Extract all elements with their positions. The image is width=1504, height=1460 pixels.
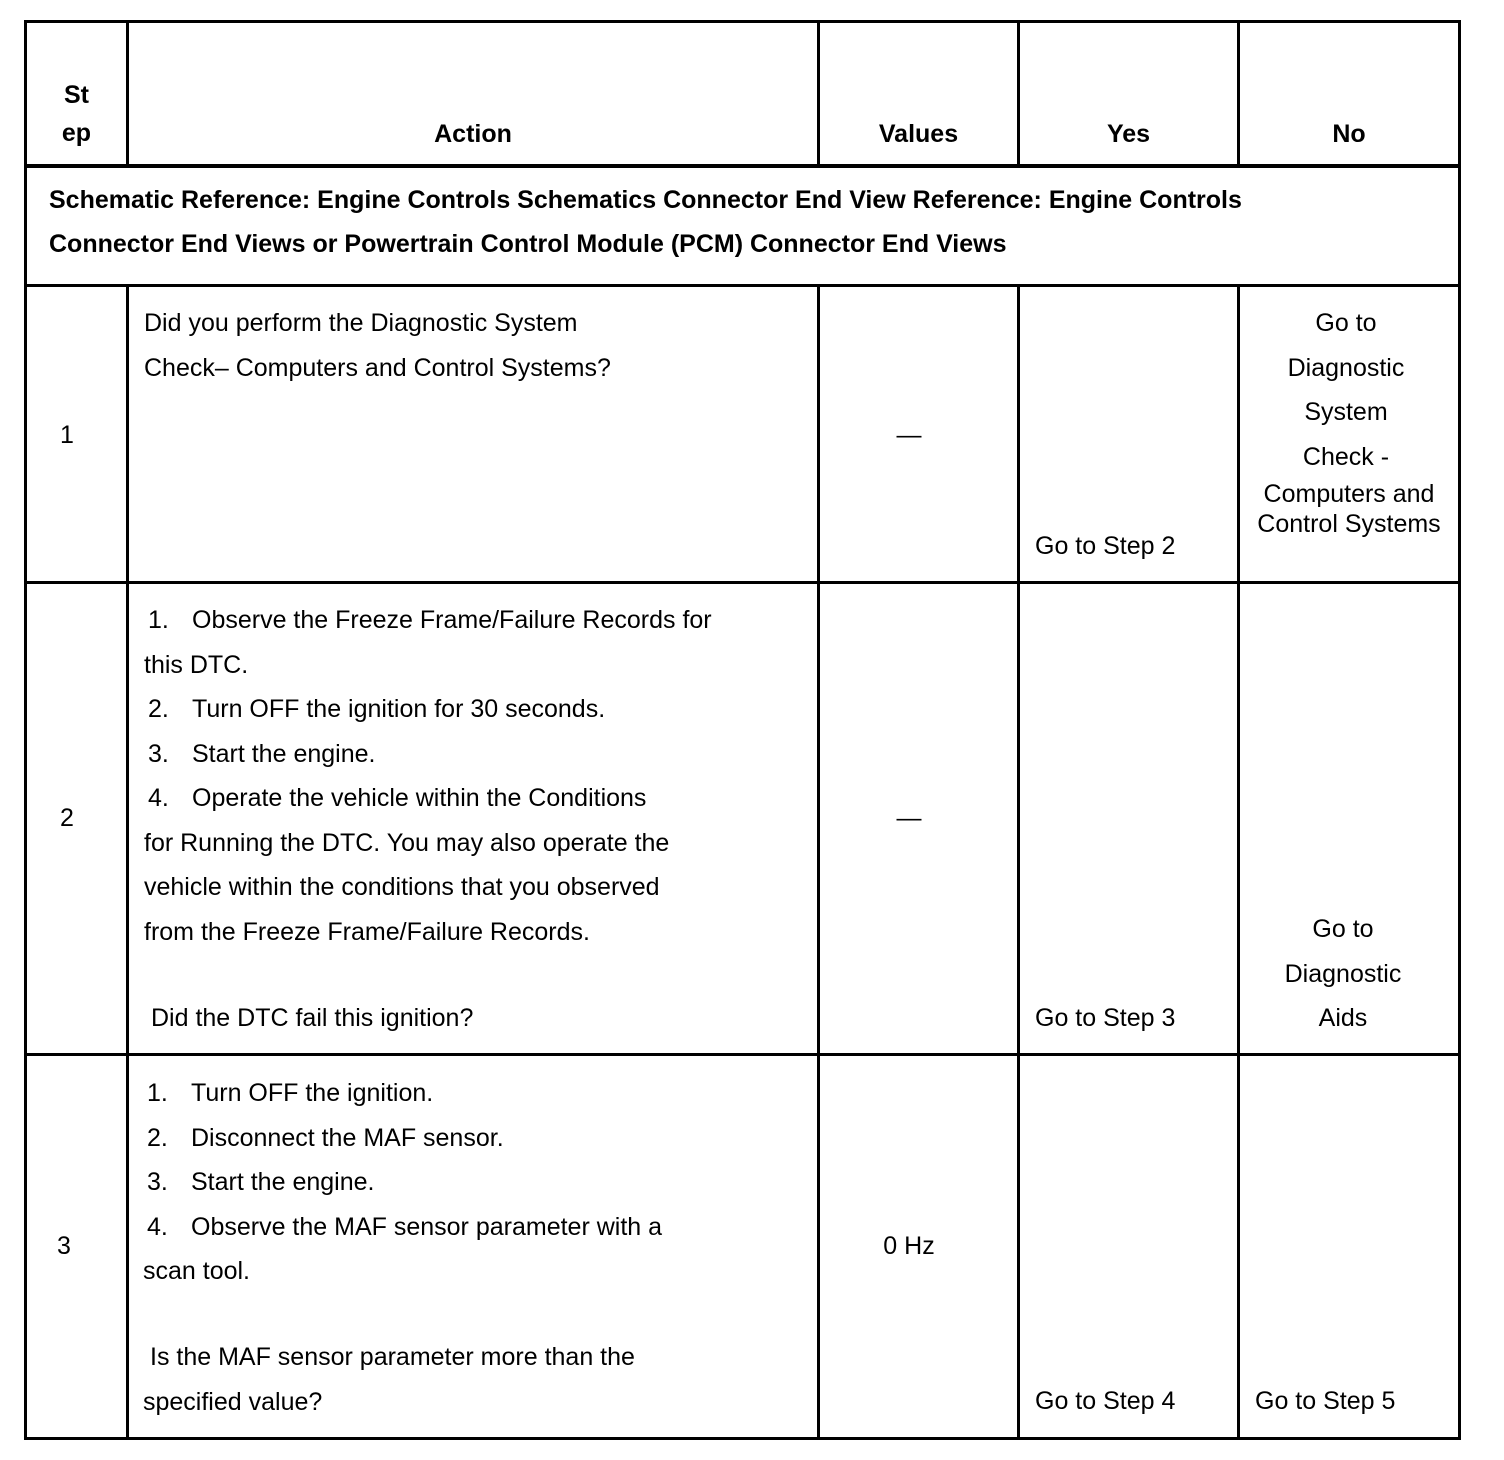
item-text: Observe the Freeze Frame/Failure Records for <box>192 606 712 634</box>
item-text: Disconnect the MAF sensor. <box>191 1123 504 1152</box>
no-text: Go to Step 5 <box>1255 1387 1396 1415</box>
item-text: Turn OFF the ignition for 30 seconds. <box>192 695 606 723</box>
value-text: — <box>896 804 922 832</box>
action-question: Did the DTC fail this ignition? <box>151 1004 474 1032</box>
action-continuation: this DTC. <box>144 650 249 679</box>
item-text: Start the engine. <box>191 1168 375 1196</box>
no-line: Aids <box>1318 1004 1368 1032</box>
item-text: Turn OFF the ignition. <box>191 1079 434 1107</box>
reference-line: Connector End Views or Powertrain Control Module (PCM) Connector End Views <box>49 230 1007 258</box>
action-list-item <box>144 598 814 643</box>
table-border-bottom <box>24 1437 1461 1440</box>
action-text <box>143 1071 813 1294</box>
action-continuation: scan tool. <box>143 1257 251 1285</box>
header-step <box>27 76 126 152</box>
action-list-item <box>143 1205 813 1250</box>
yes-text: Go to Step 3 <box>1035 1004 1176 1032</box>
reference-divider <box>24 284 1461 287</box>
row2-divider <box>24 1053 1461 1056</box>
no-line: Diagnostic <box>1287 353 1405 382</box>
table-border-top <box>24 20 1461 23</box>
yes-text: Go to Step 2 <box>1035 532 1176 560</box>
no-line: Diagnostic <box>1284 959 1402 988</box>
header-no: No <box>1332 120 1366 148</box>
no-line: Go to <box>1312 915 1374 943</box>
header-action: Action <box>434 120 512 148</box>
reference-line: Schematic Reference: Engine Controls Schematics Connector End View Reference: Engine Controls <box>49 186 1242 214</box>
action-list-item <box>143 1071 813 1116</box>
header-step-line: ep <box>61 119 92 147</box>
action-question <box>143 1335 813 1424</box>
col-divider-values <box>1017 284 1020 1440</box>
item-number: 2. <box>147 1123 168 1152</box>
action-line: Did you perform the Diagnostic System <box>144 309 578 337</box>
action-list-item <box>144 732 814 777</box>
action-continuation: for Running the DTC. You may also operate the <box>144 828 670 857</box>
action-continuation: from the Freeze Frame/Failure Records. <box>144 917 590 946</box>
no-text <box>1234 907 1452 1041</box>
question-line: specified value? <box>143 1387 323 1416</box>
action-continuation: vehicle within the conditions that you observed <box>144 873 660 901</box>
action-list-item <box>143 1116 813 1161</box>
no-line: Go to <box>1315 309 1377 337</box>
value-text: — <box>896 421 922 449</box>
item-number: 2. <box>148 695 169 723</box>
action-list-item <box>143 1160 813 1205</box>
question-line: Is the MAF sensor parameter more than the <box>150 1343 635 1371</box>
action-text <box>144 301 814 390</box>
no-line: Computers and <box>1263 480 1435 508</box>
row1-divider <box>24 581 1461 584</box>
header-yes: Yes <box>1106 120 1151 148</box>
item-number: 1. <box>147 1079 168 1107</box>
item-text: Operate the vehicle within the Conditions <box>192 784 647 812</box>
header-step-line: St <box>64 81 89 109</box>
col-divider-step <box>126 284 129 1440</box>
action-line: Check– Computers and Control Systems? <box>144 353 611 382</box>
yes-text: Go to Step 4 <box>1035 1387 1176 1415</box>
no-text <box>1240 301 1458 538</box>
item-number: 4. <box>148 784 169 812</box>
header-divider <box>24 164 1461 168</box>
item-text: Start the engine. <box>192 739 376 768</box>
item-number: 3. <box>148 739 169 768</box>
value-text: 0 Hz <box>883 1232 935 1260</box>
diagnostic-table <box>24 20 1461 1440</box>
item-number: 4. <box>147 1212 168 1241</box>
header-values: Values <box>878 120 959 148</box>
no-line: Check - <box>1302 442 1390 471</box>
step-number: 3 <box>57 1232 71 1260</box>
step-number: 1 <box>60 421 74 449</box>
action-list-item <box>144 776 814 821</box>
reference-note <box>49 178 1449 266</box>
no-line: Control Systems <box>1257 510 1441 538</box>
item-text: Observe the MAF sensor parameter with a <box>191 1212 663 1241</box>
no-line: System <box>1304 398 1388 426</box>
item-number: 3. <box>147 1168 168 1196</box>
step-number: 2 <box>60 804 74 832</box>
table-border-right <box>1458 20 1461 1440</box>
action-text <box>144 598 814 954</box>
item-number: 1. <box>148 606 169 634</box>
action-list-item <box>144 687 814 732</box>
